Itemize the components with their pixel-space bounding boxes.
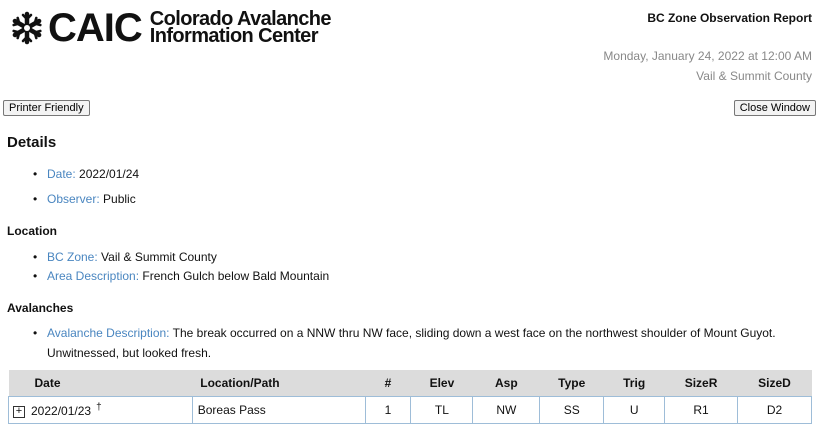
column-header-count: # bbox=[365, 370, 411, 397]
bullet: • bbox=[33, 269, 38, 283]
avalanche-description-item bbox=[33, 323, 793, 363]
details-heading: Details bbox=[7, 134, 57, 151]
column-header-sized: SizeD bbox=[738, 370, 812, 397]
bc-zone-value: Vail & Summit County bbox=[101, 250, 217, 264]
dagger-mark: † bbox=[96, 402, 102, 413]
bullet: • bbox=[33, 192, 38, 206]
printer-friendly-button[interactable]: Printer Friendly bbox=[3, 100, 90, 116]
report-zone: Vail & Summit County bbox=[696, 69, 812, 83]
logo-org-name bbox=[149, 8, 331, 47]
avalanche-table bbox=[8, 370, 812, 424]
location-heading: Location bbox=[7, 224, 57, 238]
bc-zone-label: BC Zone: bbox=[47, 250, 98, 264]
bullet: • bbox=[33, 250, 38, 264]
observer-value: Public bbox=[103, 192, 136, 206]
detail-observer-item bbox=[33, 189, 136, 209]
area-description-item bbox=[33, 266, 329, 286]
report-date: Monday, January 24, 2022 at 12:00 AM bbox=[603, 49, 812, 63]
cell-sized: D2 bbox=[738, 397, 812, 424]
cell-type: SS bbox=[540, 397, 604, 424]
bc-zone-item bbox=[33, 247, 217, 267]
column-header-asp: Asp bbox=[473, 370, 540, 397]
logo-abbreviation: CAIC bbox=[48, 6, 142, 50]
cell-trig: U bbox=[604, 397, 665, 424]
date-value: 2022/01/24 bbox=[79, 167, 140, 181]
bullet: • bbox=[33, 167, 38, 181]
area-description-value: French Gulch below Bald Mountain bbox=[142, 269, 330, 283]
caic-logo bbox=[10, 8, 331, 48]
cell-location: Boreas Pass bbox=[192, 397, 365, 424]
table-header-row bbox=[9, 370, 812, 397]
snowflake-icon bbox=[10, 11, 44, 45]
cell-count: 1 bbox=[365, 397, 411, 424]
column-header-elev: Elev bbox=[411, 370, 473, 397]
cell-asp: NW bbox=[473, 397, 540, 424]
column-header-sizer: SizeR bbox=[665, 370, 738, 397]
report-header bbox=[0, 0, 820, 90]
date-label: Date: bbox=[47, 167, 76, 181]
row-date: 2022/01/23 bbox=[31, 404, 92, 418]
logo-line-1: Colorado Avalanche bbox=[149, 8, 331, 30]
observer-label: Observer: bbox=[47, 192, 100, 206]
bullet: • bbox=[33, 326, 38, 340]
report-title: BC Zone Observation Report bbox=[647, 11, 812, 25]
avalanches-heading: Avalanches bbox=[7, 301, 74, 315]
column-header-date: Date bbox=[9, 370, 193, 397]
table-row bbox=[9, 397, 812, 424]
area-description-label: Area Description: bbox=[47, 269, 140, 283]
detail-date-item bbox=[33, 164, 139, 184]
avalanche-description-value: The break occurred on a NNW thru NW face, sliding down a west face on the northwest shoulder of Mount Guyot. Unwitnessed, but looked fresh. bbox=[47, 326, 776, 360]
cell-sizer: R1 bbox=[665, 397, 738, 424]
cell-date bbox=[9, 397, 193, 424]
column-header-trig: Trig bbox=[604, 370, 665, 397]
logo-line-2: Information Center bbox=[149, 25, 318, 47]
column-header-type: Type bbox=[540, 370, 604, 397]
close-window-button[interactable]: Close Window bbox=[734, 100, 816, 116]
column-header-location: Location/Path bbox=[192, 370, 365, 397]
cell-elev: TL bbox=[411, 397, 473, 424]
avalanche-description-label: Avalanche Description: bbox=[47, 326, 170, 340]
expand-row-icon[interactable]: + bbox=[13, 406, 25, 418]
